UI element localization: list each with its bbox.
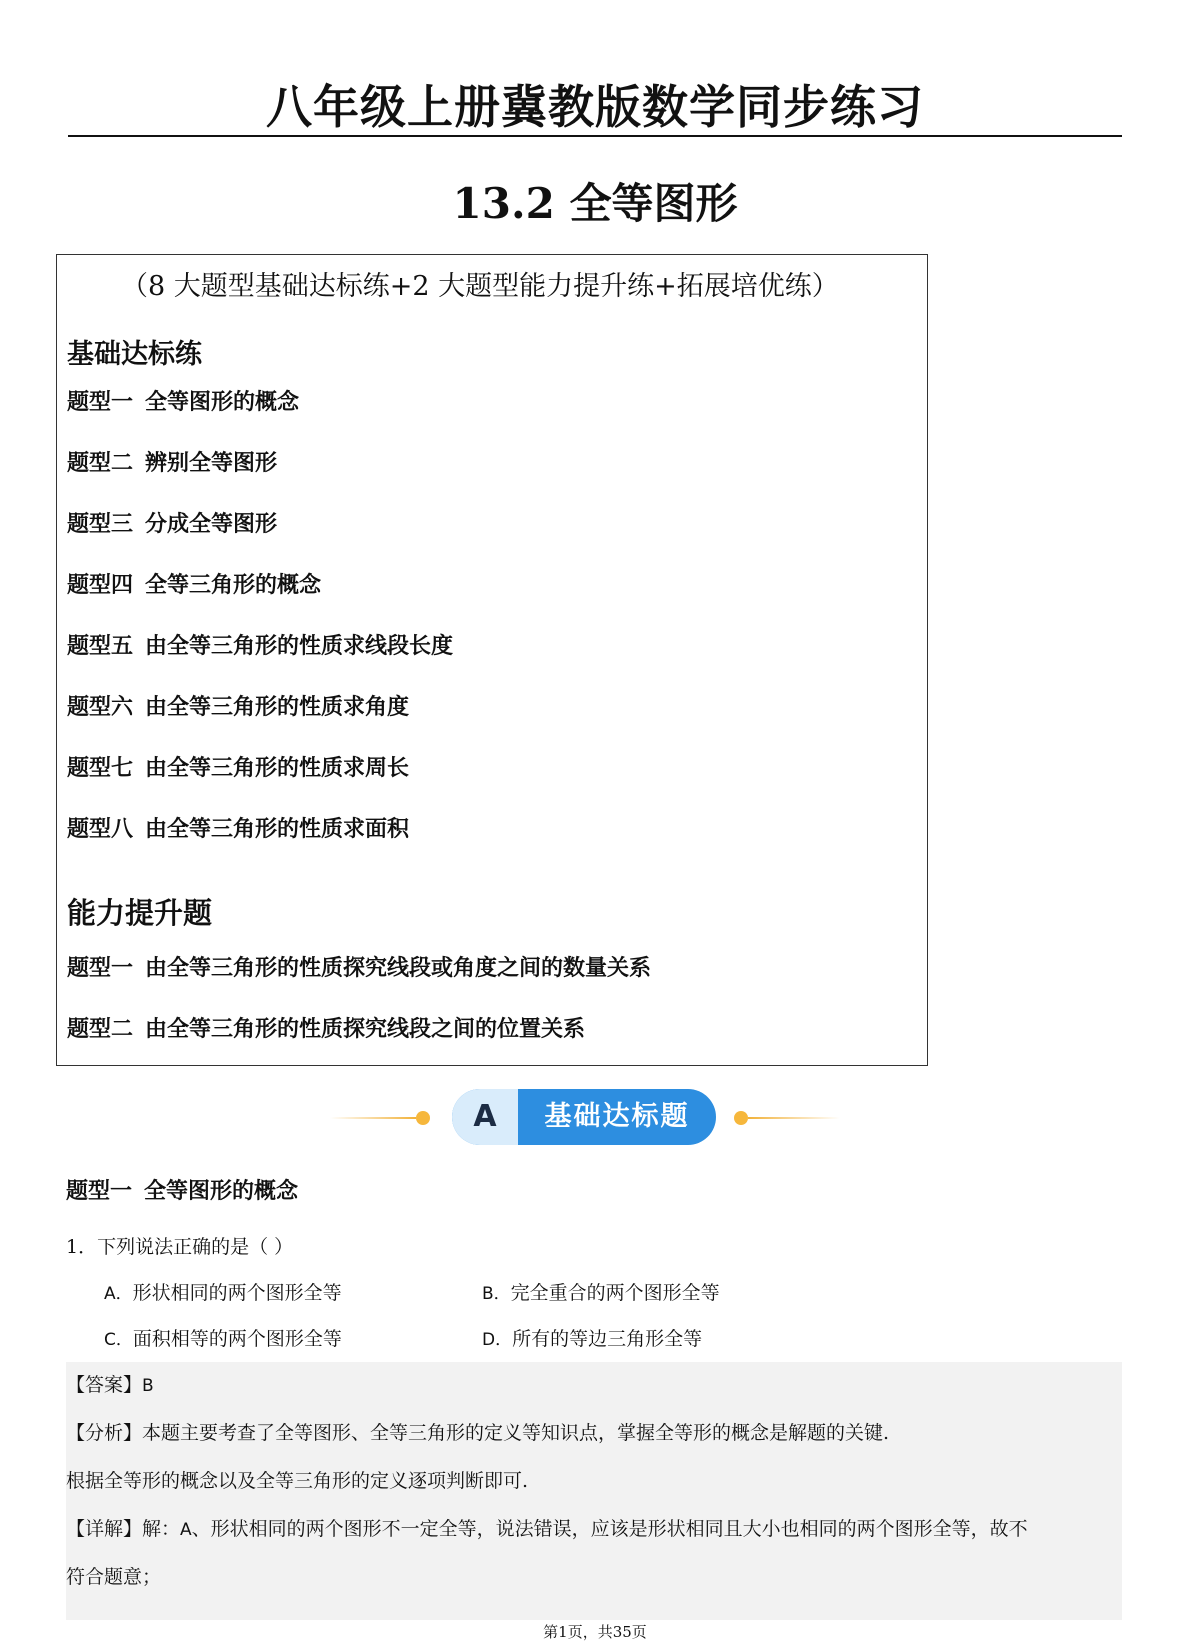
toc-item-number: 题型一 <box>67 956 134 981</box>
toc-item-number: 题型五 <box>67 634 134 659</box>
toc-item[interactable] <box>67 953 651 985</box>
answer-value: B <box>142 1376 154 1396</box>
question-option <box>104 1278 342 1309</box>
toc-item-title: 全等图形的概念 <box>145 390 300 415</box>
detail-line <box>66 1514 1028 1545</box>
answer-tag: 【答案】 <box>66 1374 143 1396</box>
detail-letter: A <box>180 1520 192 1540</box>
banner-left-line <box>330 1117 416 1119</box>
toc-item-title: 辨别全等图形 <box>145 451 278 476</box>
toc-item[interactable] <box>67 814 409 846</box>
option-letter: B． <box>482 1284 511 1304</box>
analysis-tag: 【分析】 <box>66 1422 143 1444</box>
option-text: 完全重合的两个图形全等 <box>510 1282 720 1304</box>
banner-left-dot <box>416 1111 430 1125</box>
banner-letter: A <box>452 1089 518 1145</box>
detail-line-2: 符合题意； <box>66 1566 162 1588</box>
toc-item-title: 由全等三角形的性质探究线段或角度之间的数量关系 <box>145 956 652 981</box>
toc-item-number: 题型四 <box>67 573 134 598</box>
toc-item[interactable] <box>67 448 277 480</box>
banner-label: 基础达标题 <box>544 1101 690 1132</box>
toc-item-title: 由全等三角形的性质求线段长度 <box>145 634 454 659</box>
question-option <box>482 1324 702 1355</box>
option-text: 面积相等的两个图形全等 <box>132 1328 342 1350</box>
toc-item-number: 题型二 <box>67 451 134 476</box>
question-option <box>104 1324 342 1355</box>
toc-item[interactable] <box>67 570 321 602</box>
question-type-heading <box>66 1176 298 1208</box>
answer-line <box>66 1370 154 1401</box>
toc-item[interactable] <box>67 509 277 541</box>
banner-pill <box>452 1089 716 1145</box>
question-option <box>482 1278 720 1309</box>
question-type-number: 题型一 <box>66 1179 133 1204</box>
toc-item-title: 由全等三角形的性质求面积 <box>145 817 410 842</box>
section-title: 13.2 全等图形 <box>452 179 738 228</box>
toc-item-title: 由全等三角形的性质探究线段之间的位置关系 <box>145 1017 586 1042</box>
toc-item[interactable] <box>67 387 299 419</box>
toc-item-title: 分成全等图形 <box>145 512 278 537</box>
toc-item[interactable] <box>67 753 409 785</box>
toc-summary: （8 大题型基础达标练+2 大题型能力提升练+拓展培优练） <box>121 271 839 302</box>
toc-item[interactable] <box>67 631 453 663</box>
banner-right-dot <box>734 1111 748 1125</box>
toc-item-number: 题型一 <box>67 390 134 415</box>
option-letter: A． <box>104 1284 133 1304</box>
toc-item-number: 题型六 <box>67 695 134 720</box>
table-of-contents <box>56 254 928 1066</box>
toc-item-title: 全等三角形的概念 <box>145 573 322 598</box>
question-stem: 1．下列说法正确的是（ ） <box>66 1236 294 1258</box>
section-banner <box>0 1084 1190 1150</box>
toc-item-number: 题型二 <box>67 1017 134 1042</box>
toc-item-number: 题型七 <box>67 756 134 781</box>
toc-advanced-heading: 能力提升题 <box>67 896 213 930</box>
detail-tag: 【详解】 <box>66 1518 143 1540</box>
analysis-text: 本题主要考查了全等图形、全等三角形的定义等知识点，掌握全等形的概念是解题的关键. <box>142 1422 890 1444</box>
toc-item[interactable] <box>67 692 409 724</box>
option-letter: D． <box>482 1330 513 1350</box>
toc-item-title: 由全等三角形的性质求周长 <box>145 756 410 781</box>
toc-item[interactable] <box>67 1014 585 1046</box>
document-title: 八年级上册冀教版数学同步练习 <box>266 80 924 134</box>
analysis-line-2: 根据全等形的概念以及全等三角形的定义逐项判断即可. <box>66 1470 529 1492</box>
toc-item-title: 由全等三角形的性质求角度 <box>145 695 410 720</box>
option-text: 形状相同的两个图形全等 <box>132 1282 342 1304</box>
toc-item-number: 题型三 <box>67 512 134 537</box>
option-text: 所有的等边三角形全等 <box>512 1328 703 1350</box>
page-number: 第1页，共35页 <box>543 1623 647 1641</box>
detail-text: 、形状相同的两个图形不一定全等，说法错误，应该是形状相同且大小也相同的两个图形全等，故不 <box>191 1518 1028 1540</box>
toc-basic-heading: 基础达标练 <box>67 339 202 370</box>
banner-right-line <box>748 1117 840 1119</box>
toc-item-number: 题型八 <box>67 817 134 842</box>
title-underline <box>68 135 1122 137</box>
question-type-title: 全等图形的概念 <box>144 1179 299 1204</box>
option-letter: C． <box>104 1330 133 1350</box>
analysis-line <box>66 1418 889 1448</box>
detail-prefix: 解： <box>142 1518 181 1540</box>
